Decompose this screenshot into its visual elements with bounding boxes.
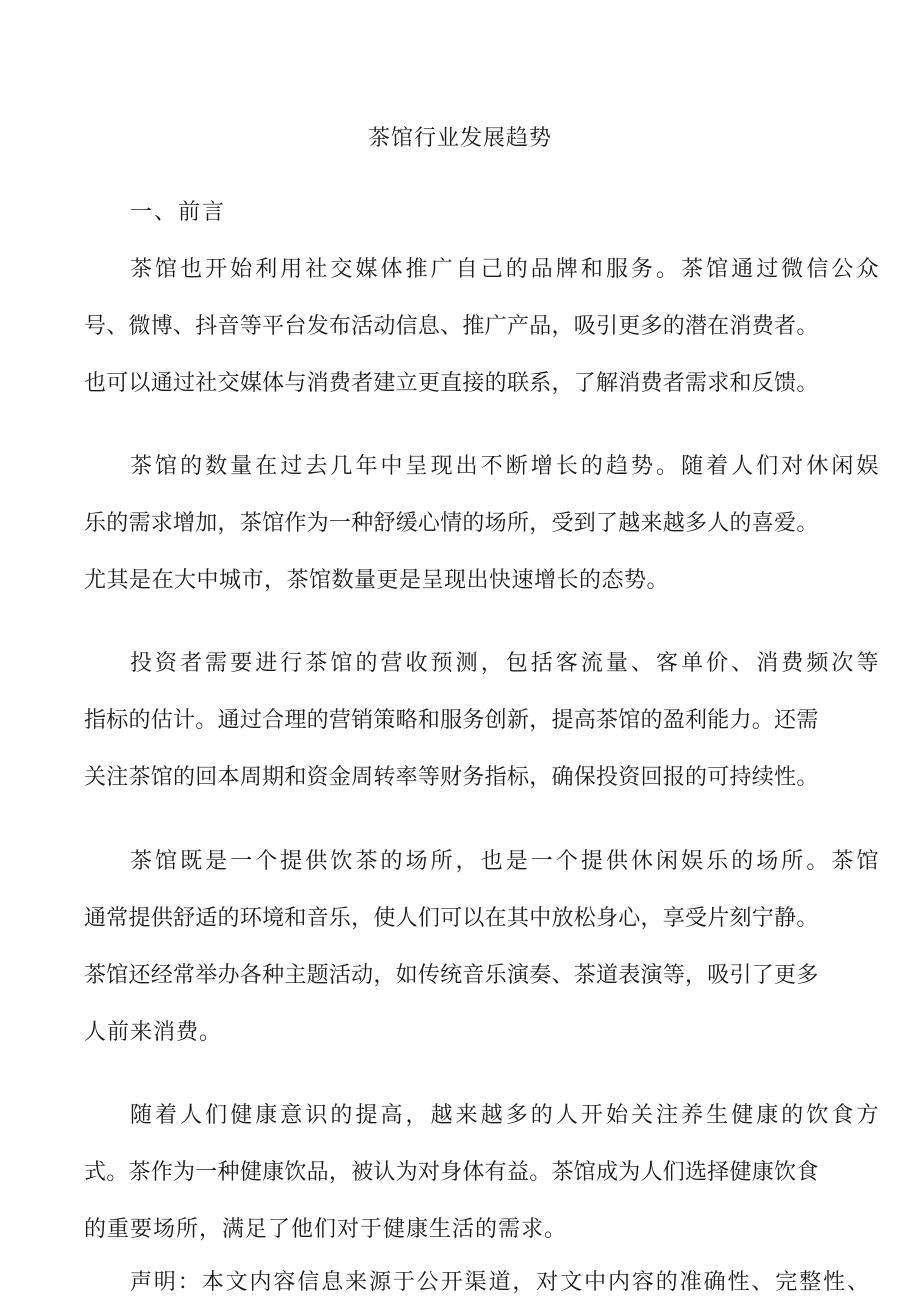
paragraph-line: 投资者需要进行茶馆的营收预测，包括客流量、客单价、消费频次等 — [130, 651, 882, 676]
paragraph-line: 也可以通过社交媒体与消费者建立更直接的联系，了解消费者需求和反馈。 — [84, 371, 819, 396]
paragraph-line: 随着人们健康意识的提高，越来越多的人开始关注养生健康的饮食方 — [130, 1103, 882, 1128]
statement-line: 声明：本文内容信息来源于公开渠道，对文中内容的准确性、完整性、 — [130, 1270, 871, 1295]
paragraph-line: 的重要场所，满足了他们对于健康生活的需求。 — [84, 1217, 568, 1242]
paragraph-line: 茶馆既是一个提供饮茶的场所，也是一个提供休闲娱乐的场所。茶馆 — [130, 849, 882, 874]
paragraph-line: 人前来消费。 — [84, 1020, 223, 1045]
paragraph-line: 通常提供舒适的环境和音乐，使人们可以在其中放松身心，享受片刻宁静。 — [84, 906, 819, 931]
section-heading: 一、前言 — [130, 200, 227, 225]
document-title: 茶馆行业发展趋势 — [367, 126, 552, 151]
paragraph-line: 关注茶馆的回本周期和资金周转率等财务指标，确保投资回报的可持续性。 — [84, 765, 819, 790]
paragraph-line: 指标的估计。通过合理的营销策略和服务创新，提高茶馆的盈利能力。还需 — [84, 708, 819, 733]
paragraph-line: 茶馆也开始利用社交媒体推广自己的品牌和服务。茶馆通过微信公众 — [130, 257, 882, 282]
paragraph-line: 尤其是在大中城市，茶馆数量更是呈现出快速增长的态势。 — [84, 568, 670, 593]
paragraph-line: 号、微博、抖音等平台发布活动信息、推广产品，吸引更多的潜在消费者。 — [84, 314, 819, 339]
paragraph-line: 乐的需求增加，茶馆作为一种舒缓心情的场所，受到了越来越多人的喜爱。 — [84, 511, 819, 536]
paragraph-line: 茶馆还经常举办各种主题活动，如传统音乐演奏、茶道表演等，吸引了更多 — [84, 963, 819, 988]
paragraph-line: 式。茶作为一种健康饮品，被认为对身体有益。茶馆成为人们选择健康饮食 — [84, 1160, 819, 1185]
paragraph-line: 茶馆的数量在过去几年中呈现出不断增长的趋势。随着人们对休闲娱 — [130, 454, 882, 479]
